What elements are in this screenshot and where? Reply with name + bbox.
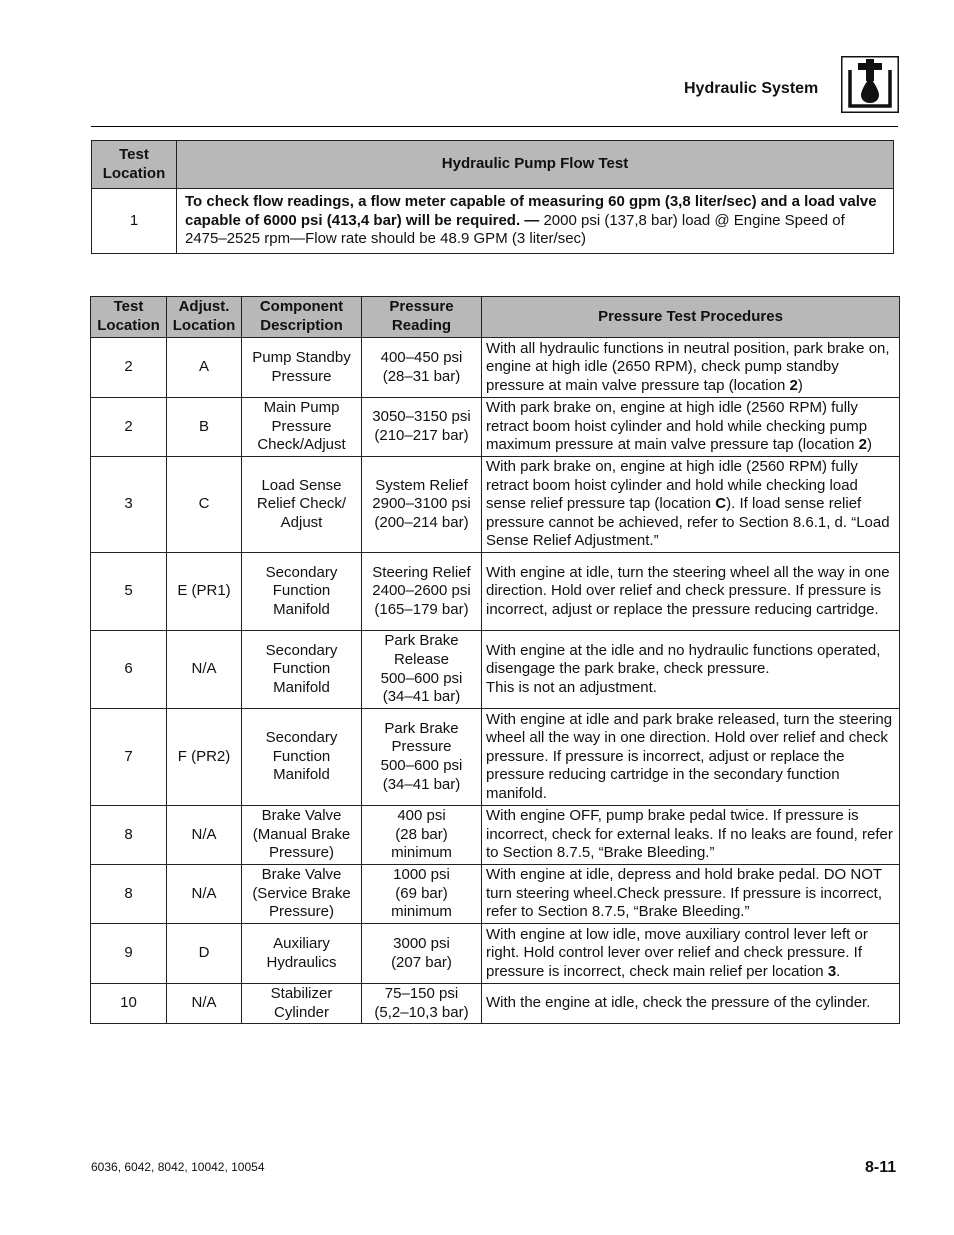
procedure-cell bbox=[482, 553, 900, 631]
component-description-cell: Secondary Function Manifold bbox=[242, 709, 362, 806]
procedure-text: With engine at the idle and no hydraulic functions operated, disengage the park brake, check pressure. This is not an adjustment. bbox=[486, 641, 881, 696]
location-reference: C bbox=[715, 495, 727, 513]
test-location-cell: 9 bbox=[91, 924, 167, 984]
section-title: Hydraulic System bbox=[684, 80, 819, 97]
location-reference: 2 bbox=[858, 436, 867, 454]
pressure-reading-cell: 400–450 psi (28–31 bar) bbox=[362, 338, 482, 398]
table-row bbox=[91, 865, 900, 924]
procedure-cell bbox=[482, 709, 900, 806]
table-row bbox=[91, 553, 900, 631]
procedure-text: ) bbox=[867, 436, 872, 454]
pressure-reading-cell: 3000 psi (207 bar) bbox=[362, 924, 482, 984]
adjust-location-cell: N/A bbox=[167, 865, 242, 924]
test-location-cell: 8 bbox=[91, 806, 167, 865]
pressure-table-header-row bbox=[91, 297, 900, 338]
flow-test-requirement: To check flow readings, a flow meter capable of measuring 60 gpm (3,8 liter/sec) and a load valve capable of 6000 psi (413,4 bar) will be required. — bbox=[185, 193, 877, 229]
pressure-reading-cell: 1000 psi (69 bar) minimum bbox=[362, 865, 482, 924]
pressure-reading-cell: 3050–3150 psi (210–217 bar) bbox=[362, 398, 482, 457]
procedure-cell bbox=[482, 398, 900, 457]
procedure-text: With engine at idle, turn the steering wheel all the way in one direction. Hold over relief and check pressure. If pressure is incorrect, adjust or replace the pressure reducing cartridge. bbox=[486, 563, 890, 618]
flow-test-spec: 2000 psi (137,8 bar) load @ Engine Speed of 2475–2525 rpm—Flow rate should be 48.9 GPM (3 liter/sec) bbox=[185, 211, 845, 248]
test-location-cell: 5 bbox=[91, 553, 167, 631]
pressure-reading-cell: Steering Relief 2400–2600 psi (165–179 bar) bbox=[362, 553, 482, 631]
table-row bbox=[91, 984, 900, 1024]
test-location-cell: 3 bbox=[91, 457, 167, 553]
pump-flow-test-table bbox=[91, 140, 894, 254]
column-header-pressure-test-procedures: Pressure Test Procedures bbox=[482, 297, 900, 338]
procedure-text: With engine at idle, depress and hold brake pedal. DO NOT turn steering wheel.Check pressure. If pressure is incorrect, refer to Section 8.7.5, “Brake Bleeding.” bbox=[486, 866, 882, 921]
pressure-reading-cell: 400 psi (28 bar) minimum bbox=[362, 806, 482, 865]
test-location-cell: 2 bbox=[91, 398, 167, 457]
column-header-component-description: Component Description bbox=[242, 297, 362, 338]
location-reference: 3 bbox=[827, 962, 837, 980]
column-header-test-location: Test Location bbox=[92, 141, 177, 189]
test-location-cell: 1 bbox=[92, 189, 177, 254]
hydraulic-oil-drop-icon bbox=[841, 56, 899, 113]
component-description-cell: Secondary Function Manifold bbox=[242, 631, 362, 709]
location-reference: 2 bbox=[789, 376, 798, 394]
adjust-location-cell: N/A bbox=[167, 984, 242, 1024]
component-description-cell: Brake Valve (Manual Brake Pressure) bbox=[242, 806, 362, 865]
table-row bbox=[91, 806, 900, 865]
procedure-text: With the engine at idle, check the pressure of the cylinder. bbox=[486, 994, 871, 1012]
pressure-reading-cell: Park Brake Pressure 500–600 psi (34–41 bar) bbox=[362, 709, 482, 806]
flow-table-header-row bbox=[92, 141, 894, 189]
component-description-cell: Main Pump Pressure Check/Adjust bbox=[242, 398, 362, 457]
column-header-adjust-location: Adjust. Location bbox=[167, 297, 242, 338]
test-location-cell: 10 bbox=[91, 984, 167, 1024]
procedure-text: With park brake on, engine at high idle (2560 RPM) fully retract boom hoist cylinder and hold while checking load sense relief pressure tap (location bbox=[486, 458, 858, 513]
procedure-cell bbox=[482, 338, 900, 398]
procedure-text: With all hydraulic functions in neutral position, park brake on, engine at high idle (2650 RPM), check pump standby pressure at main valve pressure tap (location bbox=[486, 339, 890, 394]
test-location-cell: 8 bbox=[91, 865, 167, 924]
pressure-reading-cell: 75–150 psi (5,2–10,3 bar) bbox=[362, 984, 482, 1024]
page-number: 8-11 bbox=[865, 1159, 897, 1176]
component-description-cell: Pump Standby Pressure bbox=[242, 338, 362, 398]
table-row bbox=[91, 398, 900, 457]
procedure-text: With engine OFF, pump brake pedal twice. If pressure is incorrect, check for external leaks. If no leaks are found, refer to Section 8.7.5, “Brake Bleeding.” bbox=[486, 807, 893, 862]
procedure-text: . bbox=[836, 962, 841, 980]
column-header-pressure-reading: Pressure Reading bbox=[362, 297, 482, 338]
procedure-cell bbox=[482, 457, 900, 553]
footer-model-numbers: 6036, 6042, 8042, 10042, 10054 bbox=[91, 1160, 265, 1174]
header-rule bbox=[91, 126, 898, 127]
adjust-location-cell: C bbox=[167, 457, 242, 553]
procedure-text: With park brake on, engine at high idle (2560 RPM) fully retract boom hoist cylinder and hold while checking pump maximum pressure at main valve pressure tap (location bbox=[486, 399, 868, 454]
procedure-cell bbox=[482, 631, 900, 709]
pressure-reading-cell: Park Brake Release 500–600 psi (34–41 bar) bbox=[362, 631, 482, 709]
procedure-cell bbox=[482, 924, 900, 984]
procedure-text: ). If load sense relief pressure cannot be achieved, refer to Section 8.6.1, d. “Load Sense Relief Adjustment.” bbox=[486, 495, 890, 550]
procedure-cell bbox=[482, 865, 900, 924]
column-header-pump-flow-test: Hydraulic Pump Flow Test bbox=[177, 141, 894, 189]
table-row bbox=[91, 338, 900, 398]
adjust-location-cell: E (PR1) bbox=[167, 553, 242, 631]
component-description-cell: Auxiliary Hydraulics bbox=[242, 924, 362, 984]
component-description-cell: Load Sense Relief Check/ Adjust bbox=[242, 457, 362, 553]
test-location-cell: 2 bbox=[91, 338, 167, 398]
procedure-cell bbox=[482, 806, 900, 865]
adjust-location-cell: N/A bbox=[167, 631, 242, 709]
procedure-text: With engine at low idle, move auxiliary control lever left or right. Hold control lever over relief and check pressure. If pressure is incorrect, check main relief per location bbox=[486, 925, 868, 980]
table-row bbox=[91, 924, 900, 984]
table-row bbox=[91, 631, 900, 709]
adjust-location-cell: B bbox=[167, 398, 242, 457]
adjust-location-cell: A bbox=[167, 338, 242, 398]
adjust-location-cell: N/A bbox=[167, 806, 242, 865]
procedure-text: With engine at idle and park brake released, turn the steering wheel all the way in one direction. Hold over relief and check pressure. If pressure is incorrect, adjust or replace the pressure reducing cartridge in the secondary function manifold. bbox=[486, 710, 893, 802]
column-header-test-location: Test Location bbox=[91, 297, 167, 338]
pressure-test-table bbox=[90, 296, 900, 1024]
flow-test-description bbox=[177, 189, 894, 254]
adjust-location-cell: D bbox=[167, 924, 242, 984]
component-description-cell: Stabilizer Cylinder bbox=[242, 984, 362, 1024]
table-row bbox=[91, 457, 900, 553]
component-description-cell: Secondary Function Manifold bbox=[242, 553, 362, 631]
test-location-cell: 7 bbox=[91, 709, 167, 806]
table-row bbox=[92, 189, 894, 254]
component-description-cell: Brake Valve (Service Brake Pressure) bbox=[242, 865, 362, 924]
procedure-cell bbox=[482, 984, 900, 1024]
procedure-text: ) bbox=[797, 376, 803, 394]
adjust-location-cell: F (PR2) bbox=[167, 709, 242, 806]
table-row bbox=[91, 709, 900, 806]
pressure-reading-cell: System Relief 2900–3100 psi (200–214 bar) bbox=[362, 457, 482, 553]
test-location-cell: 6 bbox=[91, 631, 167, 709]
